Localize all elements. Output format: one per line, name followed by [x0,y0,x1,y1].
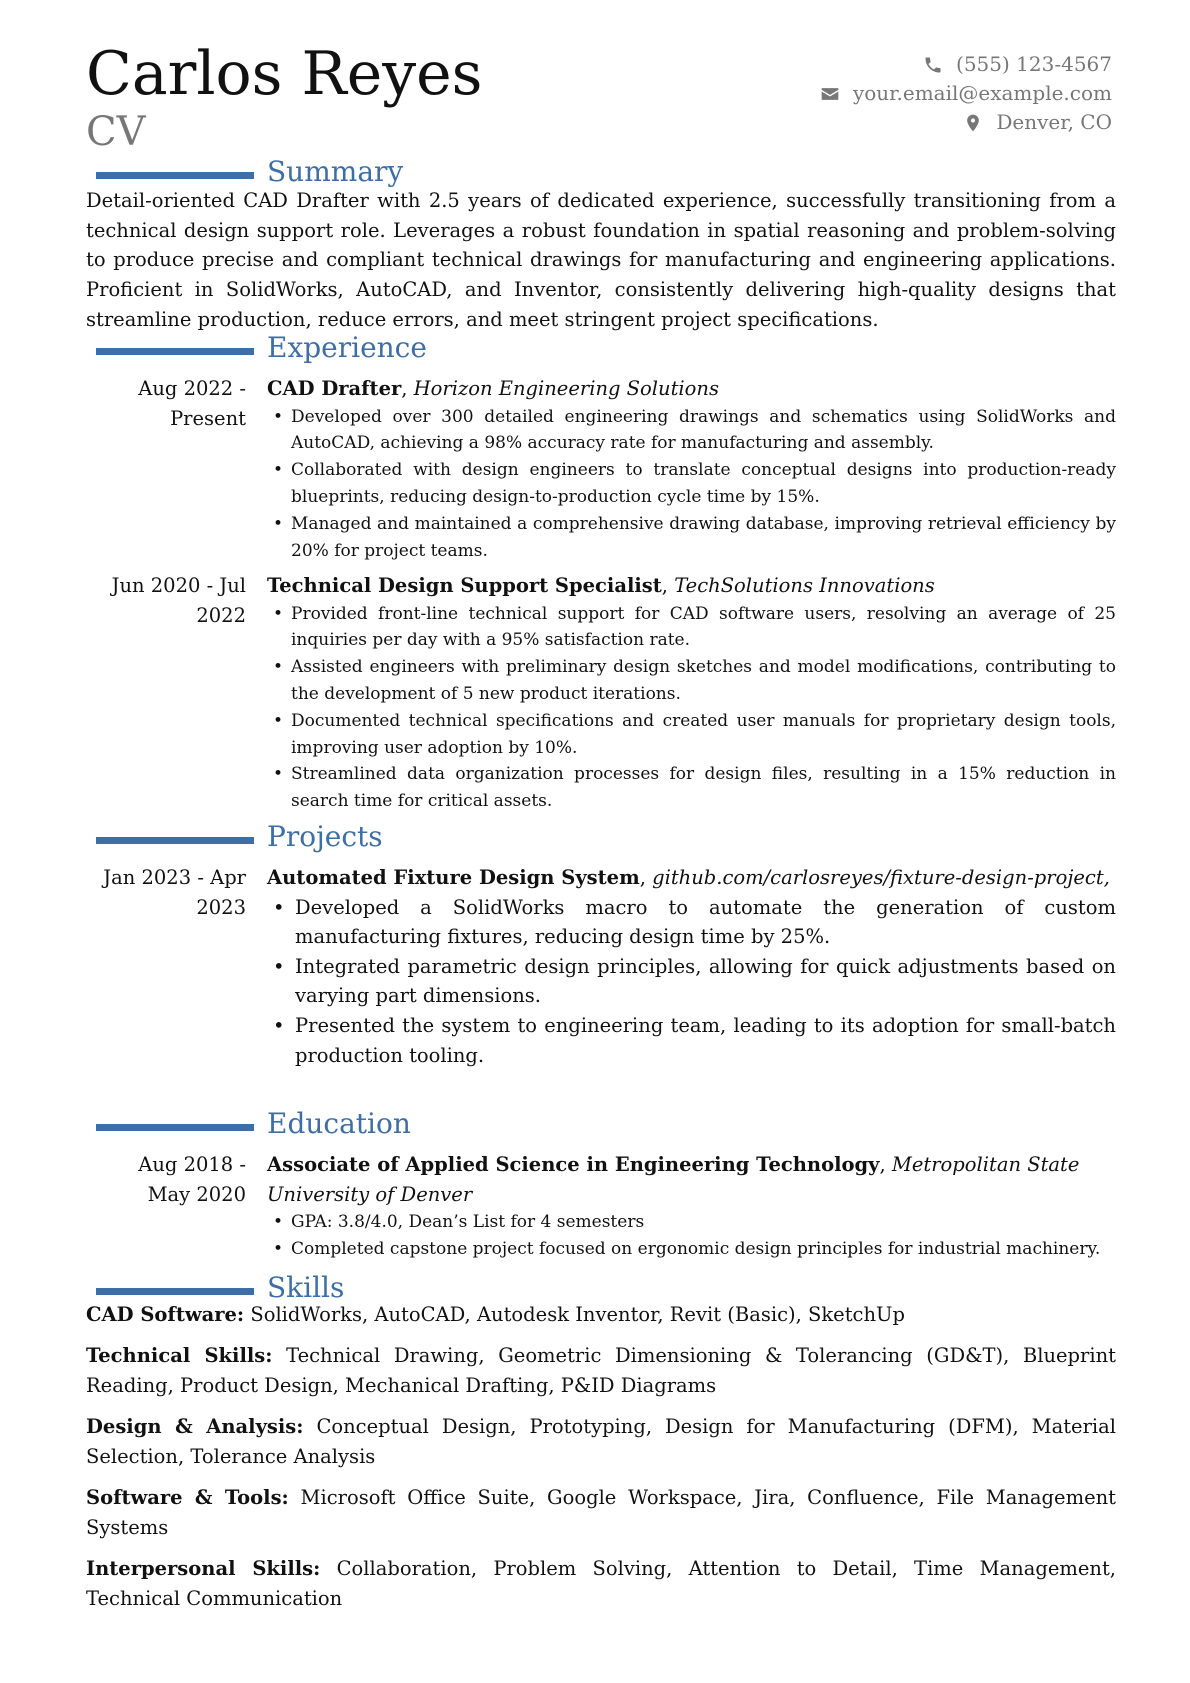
skill-row [86,1300,1116,1330]
entry-date [86,863,246,922]
section-education [86,1106,1116,1146]
list-item: • Developed a SolidWorks macro to automate the generation of custom manufacturing fixtures, reducing design time by 25%. [267,893,1116,952]
section-experience [86,330,1116,370]
section-title-projects: Projects [267,820,383,853]
contact-location [819,108,1112,137]
map-marker-icon [962,113,984,133]
entry-heading: Technical Design Support Specialist, TechSolutions Innovations [267,574,935,597]
list-item: • Provided front-line technical support for CAD software users, resolving an average of 25 inquiries per day with a 95% satisfaction rate. [267,601,1116,655]
skill-label: Software & Tools: [86,1486,289,1509]
entry-body [267,374,1116,564]
list-item: • Collaborated with design engineers to translate conceptual designs into production-ready blueprints, reducing design-to-production cycle time by 15%. [267,457,1116,511]
section-rule [96,1124,254,1131]
date-start: Aug 2018 - [138,1153,246,1176]
entry-body [267,863,1116,1070]
list-item: • Managed and maintained a comprehensive drawing database, improving retrieval efficiency by 20% for project teams. [267,511,1116,565]
date-start: Jan 2023 - Apr [103,866,246,889]
section-projects [86,819,1116,859]
candidate-name: Carlos Reyes [86,39,483,109]
phone-text: (555) 123-4567 [956,52,1112,76]
skill-value: Microsoft Office Suite, Google Workspace, Jira, Confluence, File Management Systems [86,1486,1116,1539]
skill-value: Conceptual Design, Prototyping, Design for Manufacturing (DFM), Material Selection, Tolerance Analysis [86,1415,1116,1468]
section-title-experience: Experience [267,331,427,364]
date-end: May 2020 [147,1182,246,1206]
section-rule [96,1288,254,1295]
date-start: Aug 2022 - [138,377,246,400]
list-item: • Streamlined data organization processes for design files, resulting in a 15% reduction in search time for critical assets. [267,761,1116,815]
list-item: • Presented the system to engineering team, leading to its adoption for small-batch production tooling. [267,1011,1116,1070]
location-text: Denver, CO [996,110,1112,134]
school: Metropolitan State University of Denver [267,1153,1080,1206]
section-title-skills: Skills [267,1271,345,1304]
list-item: • Documented technical specifications and created user manuals for proprietary design tools, improving user adoption by 10%. [267,708,1116,762]
phone-icon [922,55,944,75]
entry-date [86,571,246,630]
entry-heading: Associate of Applied Science in Engineering Technology, Metropolitan State University of Denver [267,1153,1080,1206]
project-link[interactable]: github.com/carlosreyes/fixture-design-project, [652,866,1110,889]
skill-label: Interpersonal Skills: [86,1557,321,1580]
skill-label: Design & Analysis: [86,1415,304,1438]
contact-phone[interactable] [819,50,1112,79]
list-item: • Developed over 300 detailed engineering drawings and schematics using SolidWorks and AutoCAD, achieving a 98% accuracy rate for manufacturing and assembly. [267,404,1116,458]
employer: TechSolutions Innovations [674,574,935,597]
entry-heading: Automated Fixture Design System, github.com/carlosreyes/fixture-design-project, [267,866,1110,889]
contact-info [819,50,1112,137]
section-title-summary: Summary [267,155,404,188]
section-rule [96,348,254,355]
bullet-list [267,893,1116,1071]
degree: Associate of Applied Science in Engineering Technology [267,1153,880,1176]
email-text: your.email@example.com [852,81,1112,105]
contact-email[interactable] [819,79,1112,108]
entry-heading: CAD Drafter, Horizon Engineering Solutions [267,377,719,400]
job-title: CAD Drafter [267,377,402,400]
skill-row [86,1412,1116,1471]
envelope-icon [819,84,841,104]
list-item: • Completed capstone project focused on ergonomic design principles for industrial machinery. [267,1236,1116,1263]
entry-body [267,571,1116,815]
date-end: Present [170,406,246,430]
entry-date [86,374,246,433]
document-subtitle: CV [86,109,146,155]
list-item: • GPA: 3.8/4.0, Dean’s List for 4 semesters [267,1209,1116,1236]
date-end: 2022 [196,603,246,627]
section-title-education: Education [267,1107,411,1140]
date-end: 2023 [196,895,246,919]
entry-body [267,1150,1116,1263]
skill-row [86,1483,1116,1542]
skill-row [86,1341,1116,1400]
skill-label: Technical Skills: [86,1344,273,1367]
skill-label: CAD Software: [86,1303,245,1326]
bullet-list [267,404,1116,565]
section-rule [96,837,254,844]
skill-row [86,1554,1116,1613]
employer: Horizon Engineering Solutions [413,377,719,400]
summary-text: Detail-oriented CAD Drafter with 2.5 years of dedicated experience, successfully transitioning from a technical design support role. Leverages a robust foundation in spatial reasoning and problem-solving to produce precise and compliant technical drawings for manufacturing and engineering applications. Proficient in SolidWorks, AutoCAD, and Inventor, consistently delivering high-quality designs that streamline production, reduce errors, and meet stringent project specifications. [86,189,1116,331]
list-item: • Assisted engineers with preliminary design sketches and model modifications, contributing to the development of 5 new product iterations. [267,654,1116,708]
skill-value: Collaboration, Problem Solving, Attention to Detail, Time Management, Technical Communication [86,1557,1116,1610]
section-rule [96,172,254,179]
project-title: Automated Fixture Design System [267,866,640,889]
list-item: • Integrated parametric design principles, allowing for quick adjustments based on varying part dimensions. [267,952,1116,1011]
skill-value: SolidWorks, AutoCAD, Autodesk Inventor, Revit (Basic), SketchUp [250,1303,905,1326]
date-start: Jun 2020 - Jul [111,574,246,597]
skill-value: Technical Drawing, Geometric Dimensioning & Tolerancing (GD&T), Blueprint Reading, Product Design, Mechanical Drafting, P&ID Diagrams [86,1344,1116,1397]
job-title: Technical Design Support Specialist [267,574,662,597]
bullet-list [267,1209,1116,1263]
entry-date [86,1150,246,1209]
bullet-list [267,601,1116,815]
